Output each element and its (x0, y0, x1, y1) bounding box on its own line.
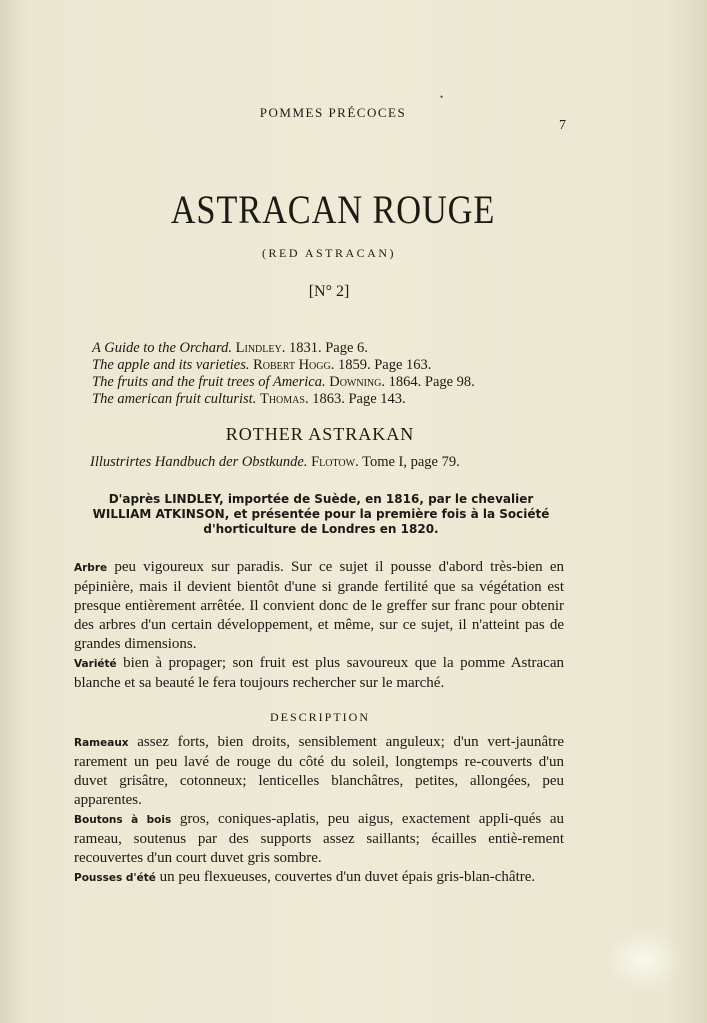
reference-item (92, 374, 532, 391)
paragraph-lead: Rameaux (74, 737, 129, 749)
paragraph-lead: Arbre (74, 562, 108, 574)
variety-number: [N° 2] (308, 283, 350, 300)
origin-note: D'après LINDLEY, importée de Suède, en 1816, par le chevalier WILLIAM ATKINSON, et présentée pour la première fois à la Société d'horticulture de Londres en 1820. (92, 492, 550, 536)
bullet-mark: • (440, 92, 444, 102)
page-title: ASTRACAN ROUGE (170, 187, 496, 232)
paragraph-lead: Pousses d'été (74, 872, 156, 884)
reference-work: The american fruit culturist. (92, 391, 257, 407)
tree-paragraph (74, 558, 564, 654)
variety-paragraph (74, 654, 564, 693)
reference-author: Lindley. (235, 340, 286, 356)
reference-author: Downing. (329, 374, 385, 390)
reference-details: Tome I, page 79. (362, 454, 460, 470)
page-subtitle: (RED ASTRACAN) (261, 246, 396, 260)
reference-work: A Guide to the Orchard. (92, 340, 233, 356)
page-number: 7 (559, 118, 566, 133)
reference-details: 1863. Page 143. (312, 391, 406, 407)
branches-paragraph (74, 733, 564, 810)
paragraph-lead: Variété (74, 658, 117, 670)
reference-author: Robert Hogg. (253, 357, 335, 373)
running-head: POMMES PRÉCOCES (259, 105, 407, 120)
reference-work: The fruits and the fruit trees of America. (92, 374, 326, 390)
reference-details: 1859. Page 163. (337, 357, 432, 373)
reference-author: Thomas. (259, 391, 309, 407)
reference-item (92, 391, 532, 408)
description-section (74, 733, 564, 888)
reference-details: 1831. Page 6. (288, 340, 368, 356)
paragraph-text: gros, coniques-aplatis, peu aigus, exactement appli-qués au rameau, soutenus par des supports assez saillants; écailles entiè-rement recouvertes d'un court duvet gris sombre. (74, 811, 564, 866)
buds-paragraph (74, 810, 564, 868)
reference-item (92, 357, 532, 374)
german-reference (90, 454, 460, 471)
reference-details: 1864. Page 98. (388, 374, 475, 390)
reference-list (92, 340, 532, 408)
synonym-heading: ROTHER ASTRAKAN (225, 424, 415, 444)
paragraph-lead: Boutons à bois (74, 814, 172, 826)
reference-item (92, 340, 532, 357)
reference-author: Flotow. (311, 454, 359, 470)
description-heading: DESCRIPTION (269, 710, 370, 724)
reference-work: Illustrirtes Handbuch der Obstkunde. (90, 454, 308, 470)
paper-stain (604, 930, 684, 990)
shoots-paragraph (74, 868, 564, 888)
paragraph-text: assez forts, bien droits, sensiblement anguleux; d'un vert-jaunâtre rarement un peu lavé de rouge du côté du soleil, longtemps re-couverts d'un duvet grisâtre, cotonneux; lenticelles blanchâtres, petites, allongées, peu apparentes. (74, 734, 564, 808)
tree-section (74, 558, 564, 693)
paragraph-text: peu vigoureux sur paradis. Sur ce sujet il pousse d'abord très-bien en pépinière, mais il devient bientôt d'une si grande fertilité que sa végétation est presque entièrement arrêtée. Il convient donc de le greffer sur franc pour obtenir des arbres d'un certain développement, et même, sur ce sujet, il n'atteint pas de grandes dimensions. (74, 559, 564, 652)
paragraph-text: bien à propager; son fruit est plus savoureux que la pomme Astracan blanche et sa beauté le fera toujours rechercher sur le marché. (74, 655, 564, 691)
reference-work: The apple and its varieties. (92, 357, 250, 373)
paragraph-text: un peu flexueuses, couvertes d'un duvet épais gris-blan-châtre. (159, 869, 536, 885)
